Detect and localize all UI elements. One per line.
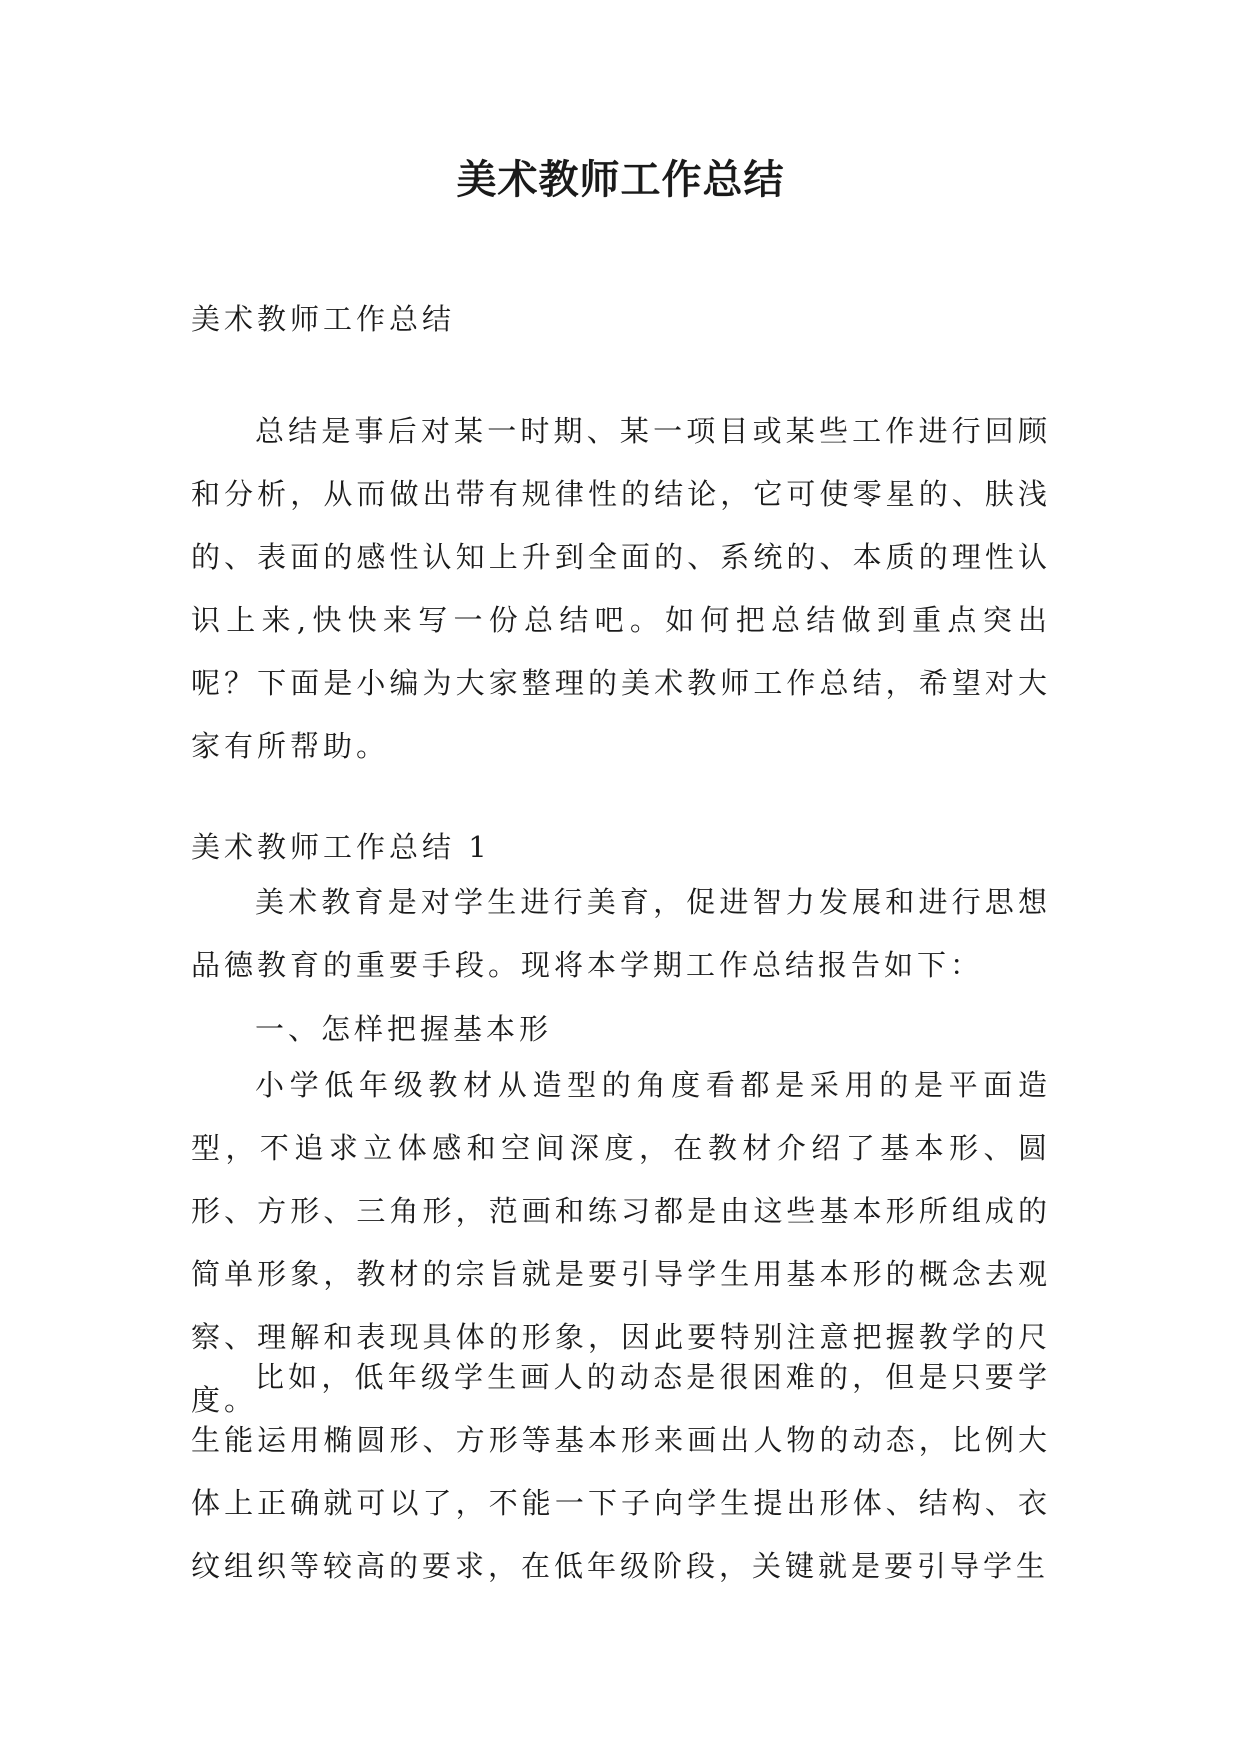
document-title: 美术教师工作总结 bbox=[456, 156, 785, 203]
document-subtitle: 美术教师工作总结 bbox=[191, 302, 456, 336]
intro-paragraph: 总结是事后对某一时期、某一项目或某些工作进行回顾和分析，从而做出带有规律性的结论，它可使零星的、肤浅的、表面的感性认知上升到全面的、系统的、本质的理性认识上来,快快来写一份总结吧。如何把总结做到重点突出呢？下面是小编为大家整理的美术教师工作总结，希望对大家有所帮助。 bbox=[191, 414, 1051, 763]
section-intro-paragraph: 美术教育是对学生进行美育，促进智力发展和进行思想品德教育的重要手段。现将本学期工作总结报告如下： bbox=[191, 885, 1051, 982]
section-title: 美术教师工作总结 1 bbox=[191, 830, 491, 864]
section-heading: 一、怎样把握基本形 bbox=[255, 1012, 553, 1046]
body-paragraph-low-grade: 小学低年级教材从造型的角度看都是采用的是平面造型，不追求立体感和空间深度，在教材介绍了基本形、圆形、方形、三角形，范画和练习都是由这些基本形所组成的简单形象，教材的宗旨就是要引导学生用基本形的概念去观察、理解和表现具体的形象，因此要特别注意把握教学的尺度。 bbox=[191, 1068, 1051, 1417]
body-paragraph-example: 比如，低年级学生画人的动态是很困难的，但是只要学生能运用椭圆形、方形等基本形来画出人物的动态，比例大体上正确就可以了，不能一下子向学生提出形体、结构、衣纹组织等较高的要求，在低年级阶段，关键就是要引导学生 bbox=[191, 1360, 1051, 1583]
